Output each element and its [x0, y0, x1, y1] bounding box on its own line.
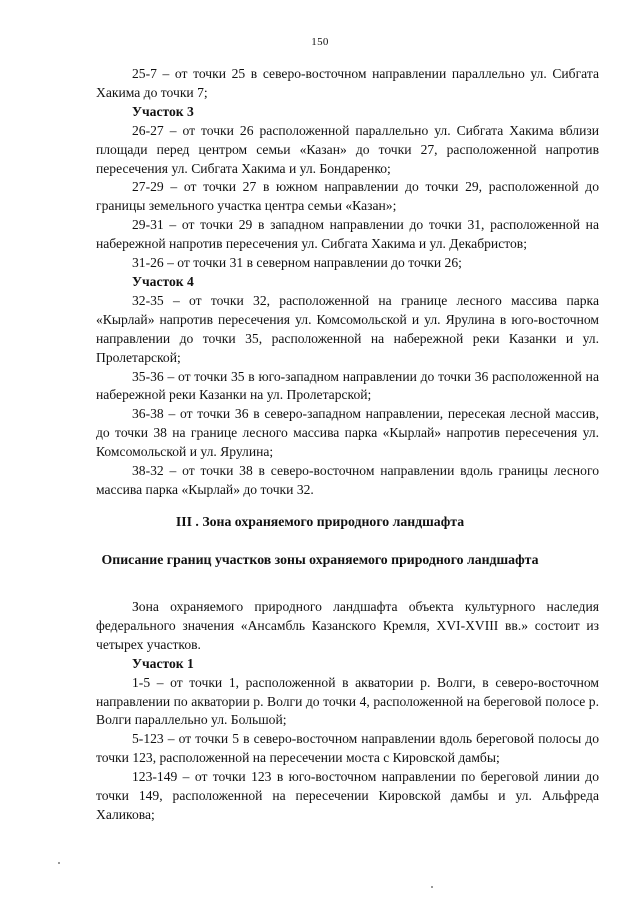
top-text-block [96, 65, 599, 500]
scan-speck [431, 886, 433, 888]
heading-plot-3: Участок 3 [132, 103, 194, 119]
paragraph-25-7: 25-7 – от точки 25 в северо-восточном направлении параллельно ул. Сибгата Хакима до точки 7; [96, 66, 599, 100]
paragraph-27-29: 27-29 – от точки 27 в южном направлении до точки 29, расположенной до границы земельного участка центра семьи «Казан»; [96, 179, 599, 214]
paragraph-32-35: 32-35 – от точки 32, расположенной на границе лесного массива парка «Кырлай» напротив пересечения ул. Комсомольской и ул. Ярулина в юго-восточном направлении до точки 35, расположенной на набережной реки Казанки и ул. Пролетарской; [96, 292, 599, 365]
section-subtitle: Описание границ участков зоны охраняемого природного ландшафта [101, 552, 539, 567]
paragraph-26-27: 26-27 – от точки 26 расположенной параллельно ул. Сибгата Хакима вблизи площади перед центром семьи «Казан» до точки 27, расположенной напротив пересечения ул. Сибгата Хакима и ул. Бондаренко; [96, 122, 599, 176]
paragraph-29-31: 29-31 – от точки 29 в западном направлении до точки 31, расположенной на набережной напротив пересечения ул. Сибгата Хакима и ул. Декабристов; [96, 217, 599, 252]
heading-plot-1: Участок 1 [132, 655, 194, 671]
section-title: III . Зона охраняемого природного ландшафта [175, 514, 465, 529]
paragraph-5-123: 5-123 – от точки 5 в северо-восточном направлении вдоль береговой полосы до точки 123, расположенной на пересечении моста с Кировской дамбы; [96, 731, 599, 766]
scan-speck [58, 862, 60, 864]
paragraph-zone-intro: Зона охраняемого природного ландшафта объекта культурного наследия федерального значения «Ансамбль Казанского Кремля, XVI-XVIII вв.» состоит из четырех участков. [96, 599, 599, 652]
paragraph-31-26: 31-26 – от точки 31 в северном направлении до точки 26; [132, 255, 462, 271]
page-number: 150 [311, 36, 329, 48]
paragraph-123-149: 123-149 – от точки 123 в юго-восточном направлении по береговой линии до точки 149, расположенной на пересечении Кировской дамбы и ул. Альфреда Халикова; [96, 769, 599, 822]
paragraph-35-36: 35-36 – от точки 35 в юго-западном направлении до точки 36 расположенной на набережной реки Казанки на ул. Пролетарской; [96, 368, 599, 403]
paragraph-1-5: 1-5 – от точки 1, расположенной в акватории р. Волги, в северо-восточном направлении по акватории р. Волги до точки 4, расположенной на береговой полосе р. Волги параллельно ул. Большой; [96, 674, 599, 728]
heading-plot-4: Участок 4 [132, 273, 194, 289]
paragraph-36-38: 36-38 – от точки 36 в северо-западном направлении, пересекая лесной массив, до точки 38 на границе лесного массива парка «Кырлай» напротив пересечения ул. Комсомольской и ул. Ярулина; [96, 406, 599, 460]
paragraph-38-32: 38-32 – от точки 38 в северо-восточном направлении вдоль границы лесного массива парка «Кырлай» до точки 32. [96, 463, 599, 497]
bottom-text-block [96, 598, 599, 825]
